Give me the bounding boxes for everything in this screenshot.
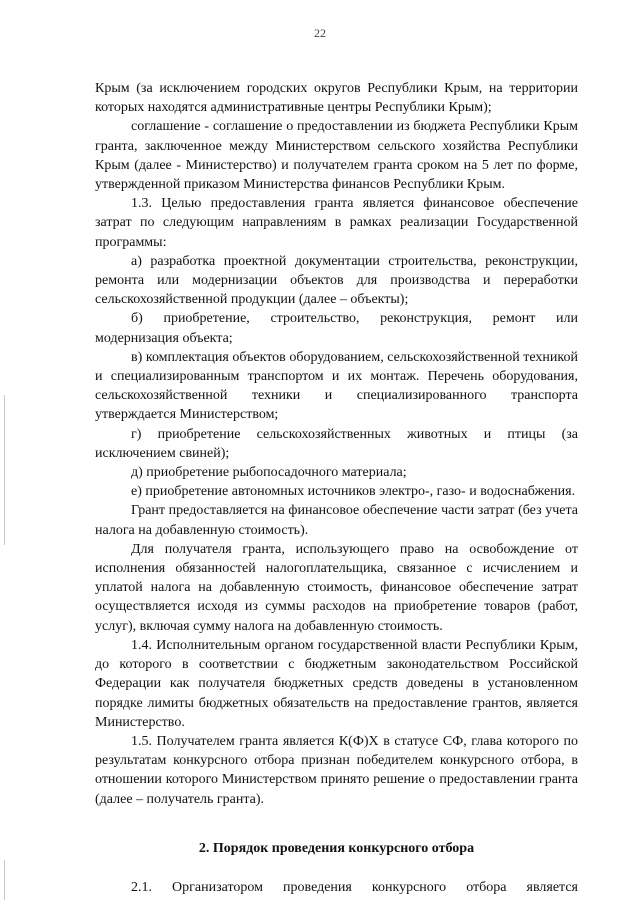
paragraph: Грант предоставляется на финансовое обеспечение части затрат (без учета налога на добавленную стоимость). [95, 503, 578, 538]
document-body [95, 79, 578, 897]
list-item-d: д) приобретение рыбопосадочного материала; [131, 465, 407, 481]
list-item-a: а) разработка проектной документации строительства, реконструкции, ремонта или модернизации объектов для производства и переработки сельскохозяйственной продукции (далее – объекты); [95, 253, 578, 308]
paragraph: соглашение - соглашение о предоставлении из бюджета Республики Крым гранта, заключенное между Министерством сельского хозяйства Республики Крым (далее - Министерство) и получателем гранта сроком на 5 лет по форме, утвержденной приказом Министерства финансов Республики Крым. [95, 119, 578, 193]
paragraph: 2.1. Организатором проведения конкурсного отбора является [131, 879, 578, 895]
paragraph: 1.4. Исполнительным органом государственной власти Республики Крым, до которого в соответствии с бюджетным законодательством Российской Федерации как получателя бюджетных средств доведены в установленном порядке лимиты бюджетных обязательств на предоставление грантов, является Министерство. [95, 637, 578, 730]
scan-margin-mark [4, 395, 5, 545]
list-item-v: в) комплектация объектов оборудованием, сельскохозяйственной техникой и специализированным транспортом и их монтаж. Перечень оборудования, сельскохозяйственной техники и специализированного транспорта утверждается Министерством; [95, 349, 578, 423]
list-item-g: г) приобретение сельскохозяйственных животных и птицы (за исключением свиней); [95, 426, 578, 461]
paragraph: 1.3. Целью предоставления гранта является финансовое обеспечение затрат по следующим направлениям в рамках реализации Государственной программы: [95, 196, 578, 250]
section-heading: 2. Порядок проведения конкурсного отбора [198, 840, 475, 856]
paragraph: 1.5. Получателем гранта является К(Ф)Х в статусе СФ, глава которого по результатам конкурсного отбора признан победителем конкурсного отбора, в отношении которого Министерством принято решение о предоставлении гранта (далее – получатель гранта). [95, 733, 578, 807]
list-item-e: е) приобретение автономных источников электро-, газо- и водоснабжения. [131, 484, 576, 500]
paragraph: Для получателя гранта, использующего право на освобождение от исполнения обязанностей налогоплательщика, связанное с исчислением и уплатой налога на добавленную стоимость, финансовое обеспечение затрат осуществляется исходя из суммы расходов на приобретение товаров (работ, услуг), включая сумму налога на добавленную стоимость. [95, 541, 578, 634]
scan-margin-mark [4, 860, 5, 900]
paragraph: Крым (за исключением городских округов Республики Крым, на территории которых находятся административные центры Республики Крым); [95, 81, 578, 116]
list-item-b: б) приобретение, строительство, реконструкция, ремонт или модернизация объекта; [95, 311, 578, 346]
page-number: 22 [314, 26, 326, 40]
